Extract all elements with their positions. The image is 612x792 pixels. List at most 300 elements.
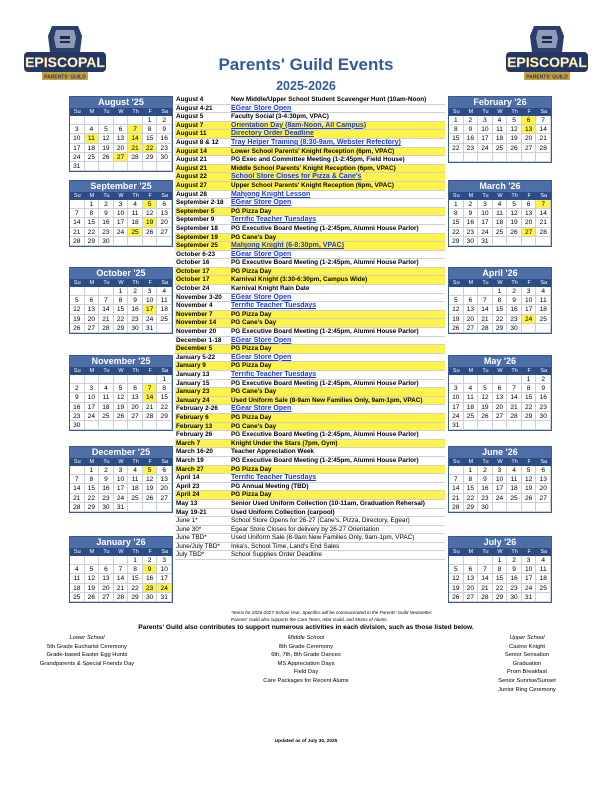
weekday-label: Tu (482, 549, 489, 555)
event-row (175, 362, 445, 371)
calendar-day: 17 (157, 574, 172, 583)
calendar-day: 19 (143, 484, 158, 493)
calendar-day: 23 (536, 403, 551, 412)
calendar-day: 6 (522, 116, 537, 125)
calendar-day: 27 (114, 153, 129, 162)
calendar-day: 2 (70, 384, 85, 393)
calendar-day: 6 (536, 466, 551, 475)
weekday-label: F (148, 459, 152, 465)
event-date: June 1* (176, 517, 198, 525)
calendar-day: 23 (464, 228, 479, 237)
calendar-left-3 (69, 355, 173, 431)
event-row[interactable] (175, 251, 445, 260)
event-date: November 20 (176, 328, 217, 336)
calendar-day: 7 (536, 200, 551, 209)
event-link[interactable]: Mahjong Knight Lesson (231, 190, 311, 198)
calendar-day: 15 (128, 574, 143, 583)
calendar-day: 7 (70, 209, 85, 218)
event-text: Used Uniform Sale (8-9am New Families Only, 9am-1pm, VPAC) (231, 534, 415, 542)
calendar-day: 23 (143, 584, 158, 593)
calendar-day: 9 (99, 209, 114, 218)
division-activity: MS Appreciation Days (277, 660, 335, 667)
calendar-day: 16 (507, 305, 522, 314)
event-link[interactable]: EGear Store Open (231, 353, 292, 361)
event-link[interactable]: EGear Store Open (231, 293, 292, 301)
calendar-day: 7 (114, 565, 129, 574)
middle-school-column (231, 634, 381, 686)
calendar-day: 26 (99, 153, 114, 162)
calendar-day: 11 (493, 209, 508, 218)
calendar-day: 26 (507, 144, 522, 153)
calendar-day: 29 (128, 593, 143, 602)
event-text: School Supplies Order Deadline (231, 551, 322, 559)
calendar-day (449, 466, 464, 475)
calendar-day: 3 (114, 200, 129, 209)
calendar-day: 23 (478, 494, 493, 503)
event-row[interactable] (175, 242, 445, 251)
weekday-label: Tu (103, 549, 110, 555)
calendar-day: 4 (85, 125, 100, 134)
calendar-day: 18 (536, 305, 551, 314)
calendar-day: 3 (493, 466, 508, 475)
weekday-label: Th (132, 549, 139, 555)
calendar-day: 2 (99, 466, 114, 475)
event-date: October 16 (176, 259, 210, 267)
division-activity: Grandparents & Special Friends Day (39, 660, 135, 667)
middle-school-heading: Middle School (287, 635, 325, 641)
calendar-day: 29 (464, 503, 479, 512)
calendar-day: 2 (536, 375, 551, 384)
calendar-day: 27 (157, 494, 172, 503)
event-row (175, 431, 445, 440)
calendar-day: 13 (464, 305, 479, 314)
weekday-label: Su (452, 368, 460, 374)
event-date: January 9 (175, 362, 231, 370)
calendar-day: 7 (143, 384, 158, 393)
event-link[interactable]: Orientation Day (8am-Noon, All Campus) (231, 122, 445, 130)
calendar-day: 4 (493, 200, 508, 209)
event-date: December 5 (175, 345, 231, 353)
event-text: Karnival Knight Rain Date (231, 285, 310, 293)
event-row (175, 319, 445, 328)
calendar-day (464, 375, 479, 384)
division-activity: Senior Sensation (504, 652, 550, 659)
calendar-day: 23 (157, 144, 172, 153)
event-row (175, 543, 445, 552)
calendar-day: 18 (128, 218, 143, 227)
calendar-day: 9 (157, 125, 172, 134)
calendar-day: 18 (99, 403, 114, 412)
event-row (175, 491, 445, 500)
calendar-day (99, 421, 114, 430)
calendar-day: 9 (507, 565, 522, 574)
event-text: Middle School Parents' Knight Reception (6pm, VPAC) (231, 165, 445, 173)
calendar-day: 20 (493, 403, 508, 412)
calendar-day: 15 (493, 574, 508, 583)
weekday-label: F (527, 368, 531, 374)
event-link[interactable]: Terrific Teacher Tuesdays (231, 302, 317, 310)
calendar-day: 8 (143, 125, 158, 134)
event-link[interactable]: Terrific Teacher Tuesdays (231, 371, 317, 378)
calendar-day: 26 (70, 324, 85, 333)
event-link[interactable]: EGear Store Open (231, 250, 292, 258)
calendar-day: 24 (114, 494, 129, 503)
event-date: August 7 (175, 122, 231, 130)
calendar-day: 17 (522, 305, 537, 314)
calendar-day: 16 (70, 403, 85, 412)
calendar-day: 23 (507, 584, 522, 593)
event-link[interactable]: EGear Store Open (231, 405, 292, 413)
event-text: PG Pizza Day (231, 208, 445, 216)
weekday-label: W (497, 549, 503, 555)
calendar-day: 21 (536, 218, 551, 227)
event-row (175, 311, 445, 320)
event-text: School Store Opens for 26-27 (Cane's, Pizza, Directory, Egear) (231, 517, 410, 525)
weekday-label: Su (73, 109, 81, 115)
event-row[interactable] (175, 216, 445, 225)
calendar-day: 6 (114, 125, 129, 134)
event-text: Inka's, School Time, Land's End Sales (231, 542, 340, 550)
calendar-day: 15 (449, 218, 464, 227)
calendar-day: 1 (493, 287, 508, 296)
calendar-day: 2 (464, 116, 479, 125)
weekday-label: Sa (161, 549, 169, 555)
event-date: October 24 (176, 285, 210, 293)
calendar-day: 3 (478, 200, 493, 209)
event-row[interactable] (175, 371, 445, 380)
calendar-day: 15 (464, 484, 479, 493)
calendar-day (128, 162, 143, 171)
calendar-day: 7 (507, 384, 522, 393)
calendar-day: 13 (99, 574, 114, 583)
calendar-day: 6 (85, 296, 100, 305)
calendar-day: 31 (143, 324, 158, 333)
event-row (175, 285, 445, 294)
calendar-day (522, 421, 537, 430)
event-text: PG Executive Board Meeting (1-2:45pm, Alumni House Parlor) (231, 431, 419, 439)
event-text: Senior Used Uniform Collection (10-11am, Graduation Rehersal) (231, 499, 425, 507)
event-date: September 9 (176, 216, 215, 224)
event-link[interactable]: Tray Helper Training (8:30-9am, Webster Refectory) (231, 138, 401, 146)
calendar-day: 28 (143, 412, 158, 421)
event-row (175, 534, 445, 543)
calendar-day: 3 (157, 556, 172, 565)
calendar-day: 19 (522, 484, 537, 493)
calendar-day: 16 (99, 484, 114, 493)
calendar-day (522, 324, 537, 333)
weekday-label: Sa (161, 280, 169, 286)
calendar-day: 30 (128, 324, 143, 333)
weekday-label: F (148, 109, 152, 115)
event-date: August 4-21 (176, 104, 213, 112)
event-row[interactable] (175, 294, 445, 303)
calendar-day: 24 (478, 144, 493, 153)
calendar-day (128, 503, 143, 512)
calendar-day: 23 (99, 494, 114, 503)
calendar-day: 4 (493, 116, 508, 125)
calendar-day (536, 237, 551, 246)
weekday-label: Su (452, 459, 460, 465)
event-date: November 7 (175, 311, 231, 319)
calendar-day: 4 (536, 556, 551, 565)
calendar-weekday-row (70, 548, 172, 556)
event-row (175, 96, 445, 105)
event-row (175, 208, 445, 217)
calendar-day: 3 (449, 384, 464, 393)
event-date: June TBD* (176, 534, 207, 542)
calendar-weekday-row (449, 458, 551, 466)
calendar-day: 26 (449, 324, 464, 333)
weekday-label: Th (511, 193, 518, 199)
event-date: November 4 (176, 302, 213, 310)
calendar-days-grid (449, 287, 551, 333)
calendar-day: 16 (478, 484, 493, 493)
calendar-right-2 (448, 267, 552, 334)
event-row (175, 259, 445, 268)
calendar-day: 10 (114, 209, 129, 218)
calendar-day: 26 (85, 593, 100, 602)
calendar-day (143, 503, 158, 512)
calendar-day: 24 (522, 315, 537, 324)
calendar-day: 30 (70, 421, 85, 430)
calendar-day: 28 (507, 412, 522, 421)
event-text: PG Cane's Day (231, 319, 445, 327)
weekday-label: W (118, 549, 124, 555)
calendar-day: 20 (157, 218, 172, 227)
event-row (175, 113, 445, 122)
calendar-day (493, 237, 508, 246)
weekday-label: F (148, 368, 152, 374)
event-text: PG Cane's Day (231, 423, 445, 431)
calendar-day: 18 (464, 403, 479, 412)
calendar-day: 29 (493, 593, 508, 602)
event-link[interactable]: Mahjong Knight (6-8:30pm, VPAC) (231, 242, 445, 250)
calendar-day (493, 503, 508, 512)
calendar-month-title: September '25 (70, 181, 172, 192)
weekday-label: W (497, 193, 503, 199)
event-link[interactable]: Terrific Teacher Tuesdays (231, 474, 317, 482)
event-date: January 15 (176, 379, 210, 387)
calendar-day: 2 (464, 200, 479, 209)
calendar-left-2 (69, 267, 173, 334)
calendar-day: 10 (522, 565, 537, 574)
calendar-day: 30 (478, 503, 493, 512)
calendar-day: 21 (114, 584, 129, 593)
calendar-left-0 (69, 96, 173, 172)
calendar-day: 27 (522, 228, 537, 237)
calendar-day: 28 (478, 324, 493, 333)
calendar-day: 27 (85, 324, 100, 333)
calendar-day: 29 (522, 412, 537, 421)
calendar-days-grid (449, 556, 551, 602)
weekday-label: F (148, 549, 152, 555)
event-text: Used Uniform Collection (carpool) (231, 508, 335, 516)
calendar-day: 5 (143, 200, 158, 209)
event-row (175, 268, 445, 277)
event-row (175, 380, 445, 389)
weekday-label: Su (73, 459, 81, 465)
calendar-day: 12 (449, 305, 464, 314)
calendar-day: 9 (478, 475, 493, 484)
event-text: PG Pizza Day (231, 311, 445, 319)
calendar-day: 11 (128, 209, 143, 218)
calendar-day: 24 (449, 412, 464, 421)
calendar-day: 15 (493, 305, 508, 314)
event-row[interactable] (175, 337, 445, 346)
calendar-day (70, 556, 85, 565)
episcopal-logo-right (504, 22, 590, 86)
event-link[interactable]: EGear Store Open (231, 104, 292, 112)
event-link[interactable]: Directory Order Deadline (231, 130, 445, 138)
event-date: February 13 (175, 423, 231, 431)
calendar-day: 1 (85, 200, 100, 209)
event-row[interactable] (175, 105, 445, 114)
calendar-day (70, 200, 85, 209)
calendar-day: 26 (478, 412, 493, 421)
calendar-day: 31 (114, 503, 129, 512)
event-row[interactable] (175, 173, 445, 182)
calendar-day: 1 (464, 466, 479, 475)
calendar-right-0 (448, 96, 552, 163)
calendar-day: 31 (522, 593, 537, 602)
calendar-day (522, 503, 537, 512)
calendar-day: 29 (85, 503, 100, 512)
division-activity: Graduation (512, 660, 542, 667)
calendar-day: 29 (449, 237, 464, 246)
upper-school-heading: Upper School (509, 635, 545, 641)
calendar-day: 18 (493, 134, 508, 143)
calendar-day: 5 (507, 116, 522, 125)
event-link[interactable]: EGear Store Open (231, 336, 292, 344)
weekday-label: Tu (482, 368, 489, 374)
calendar-day: 9 (507, 296, 522, 305)
weekday-label: Th (511, 549, 518, 555)
calendar-day: 2 (478, 466, 493, 475)
event-link[interactable]: School Store Closes for Pizza & Cane's (231, 173, 445, 181)
event-row[interactable] (175, 302, 445, 311)
svg-text:PARENTS' GUILD: PARENTS' GUILD (44, 74, 86, 81)
contributions-heading: Parents' Guild also contributes to support numerous activities in each division, such as those listed below. (138, 624, 474, 631)
event-row[interactable] (175, 191, 445, 200)
calendar-day: 23 (99, 228, 114, 237)
calendar-day: 11 (464, 393, 479, 402)
calendar-month-title: June '26 (449, 447, 551, 458)
calendar-day: 22 (143, 144, 158, 153)
division-activity: Casino Knight (508, 643, 546, 650)
calendar-day (478, 153, 493, 162)
calendar-day: 12 (85, 574, 100, 583)
calendar-day: 14 (536, 209, 551, 218)
event-text: PG Executive Board Meeting (1-2:45pm, Alumni House Parlor) (231, 379, 419, 387)
event-text: Lower School Parents' Knight Reception (6pm, VPAC) (231, 148, 445, 156)
calendar-day: 15 (85, 218, 100, 227)
calendar-day: 28 (99, 324, 114, 333)
calendar-month-title: August '25 (70, 97, 172, 108)
calendar-day (99, 287, 114, 296)
calendar-day: 28 (70, 503, 85, 512)
calendar-left-4 (69, 446, 173, 513)
event-text: PG Pizza Day (231, 362, 445, 370)
calendar-month-title: January '26 (70, 537, 172, 548)
calendar-day: 11 (70, 574, 85, 583)
calendar-day (478, 421, 493, 430)
calendar-right-3 (448, 355, 552, 431)
event-row[interactable] (175, 354, 445, 363)
calendar-days-grid (449, 375, 551, 430)
calendar-day (507, 421, 522, 430)
event-row[interactable] (175, 405, 445, 414)
weekday-label: Tu (482, 280, 489, 286)
calendar-day (85, 116, 100, 125)
calendar-day: 5 (143, 466, 158, 475)
calendar-day: 30 (507, 324, 522, 333)
event-row[interactable] (175, 139, 445, 148)
calendar-day: 28 (114, 593, 129, 602)
calendar-day: 2 (99, 200, 114, 209)
calendar-day: 24 (157, 584, 172, 593)
weekday-label: Th (132, 193, 139, 199)
calendar-day: 16 (464, 218, 479, 227)
event-date: August 11 (175, 130, 231, 138)
calendar-day: 9 (128, 296, 143, 305)
calendar-weekday-row (70, 367, 172, 375)
calendar-day: 25 (464, 412, 479, 421)
calendar-day: 8 (493, 296, 508, 305)
episcopal-logo-left (22, 22, 108, 86)
event-row (175, 328, 445, 337)
calendar-day: 11 (536, 296, 551, 305)
calendar-day: 18 (85, 144, 100, 153)
calendar-day: 18 (493, 218, 508, 227)
calendar-day: 20 (128, 403, 143, 412)
calendar-day: 10 (449, 393, 464, 402)
event-link[interactable]: Terrific Teacher Tuesdays (231, 216, 317, 224)
calendar-day: 22 (449, 228, 464, 237)
event-row[interactable] (175, 130, 445, 139)
event-text: PG Executive Board Meeting (1-2:45pm, Alumni House Parlor) (231, 456, 419, 464)
calendar-day: 19 (143, 218, 158, 227)
calendar-day: 3 (522, 556, 537, 565)
event-date: October 17 (175, 268, 231, 276)
event-row (175, 517, 445, 526)
weekday-label: Su (73, 193, 81, 199)
calendar-day: 2 (143, 556, 158, 565)
calendar-day: 10 (70, 134, 85, 143)
weekday-label: W (497, 368, 503, 374)
calendar-days-grid (70, 466, 172, 512)
calendar-day: 3 (70, 125, 85, 134)
division-activity: Field Day (293, 669, 319, 676)
calendar-day: 1 (128, 556, 143, 565)
calendar-weekday-row (449, 192, 551, 200)
weekday-label: F (527, 193, 531, 199)
event-row[interactable] (175, 199, 445, 208)
event-row[interactable] (175, 122, 445, 131)
weekday-label: Tu (103, 109, 110, 115)
calendar-day: 14 (143, 393, 158, 402)
weekday-label: F (527, 280, 531, 286)
calendar-day: 9 (464, 209, 479, 218)
event-link[interactable]: EGear Store Open (231, 199, 292, 207)
calendar-day: 16 (157, 134, 172, 143)
calendar-day: 21 (70, 494, 85, 503)
calendar-day: 5 (522, 466, 537, 475)
calendar-day (157, 162, 172, 171)
event-date: September 18 (176, 224, 218, 232)
calendar-day: 13 (85, 305, 100, 314)
calendar-day: 12 (114, 393, 129, 402)
event-row[interactable] (175, 474, 445, 483)
